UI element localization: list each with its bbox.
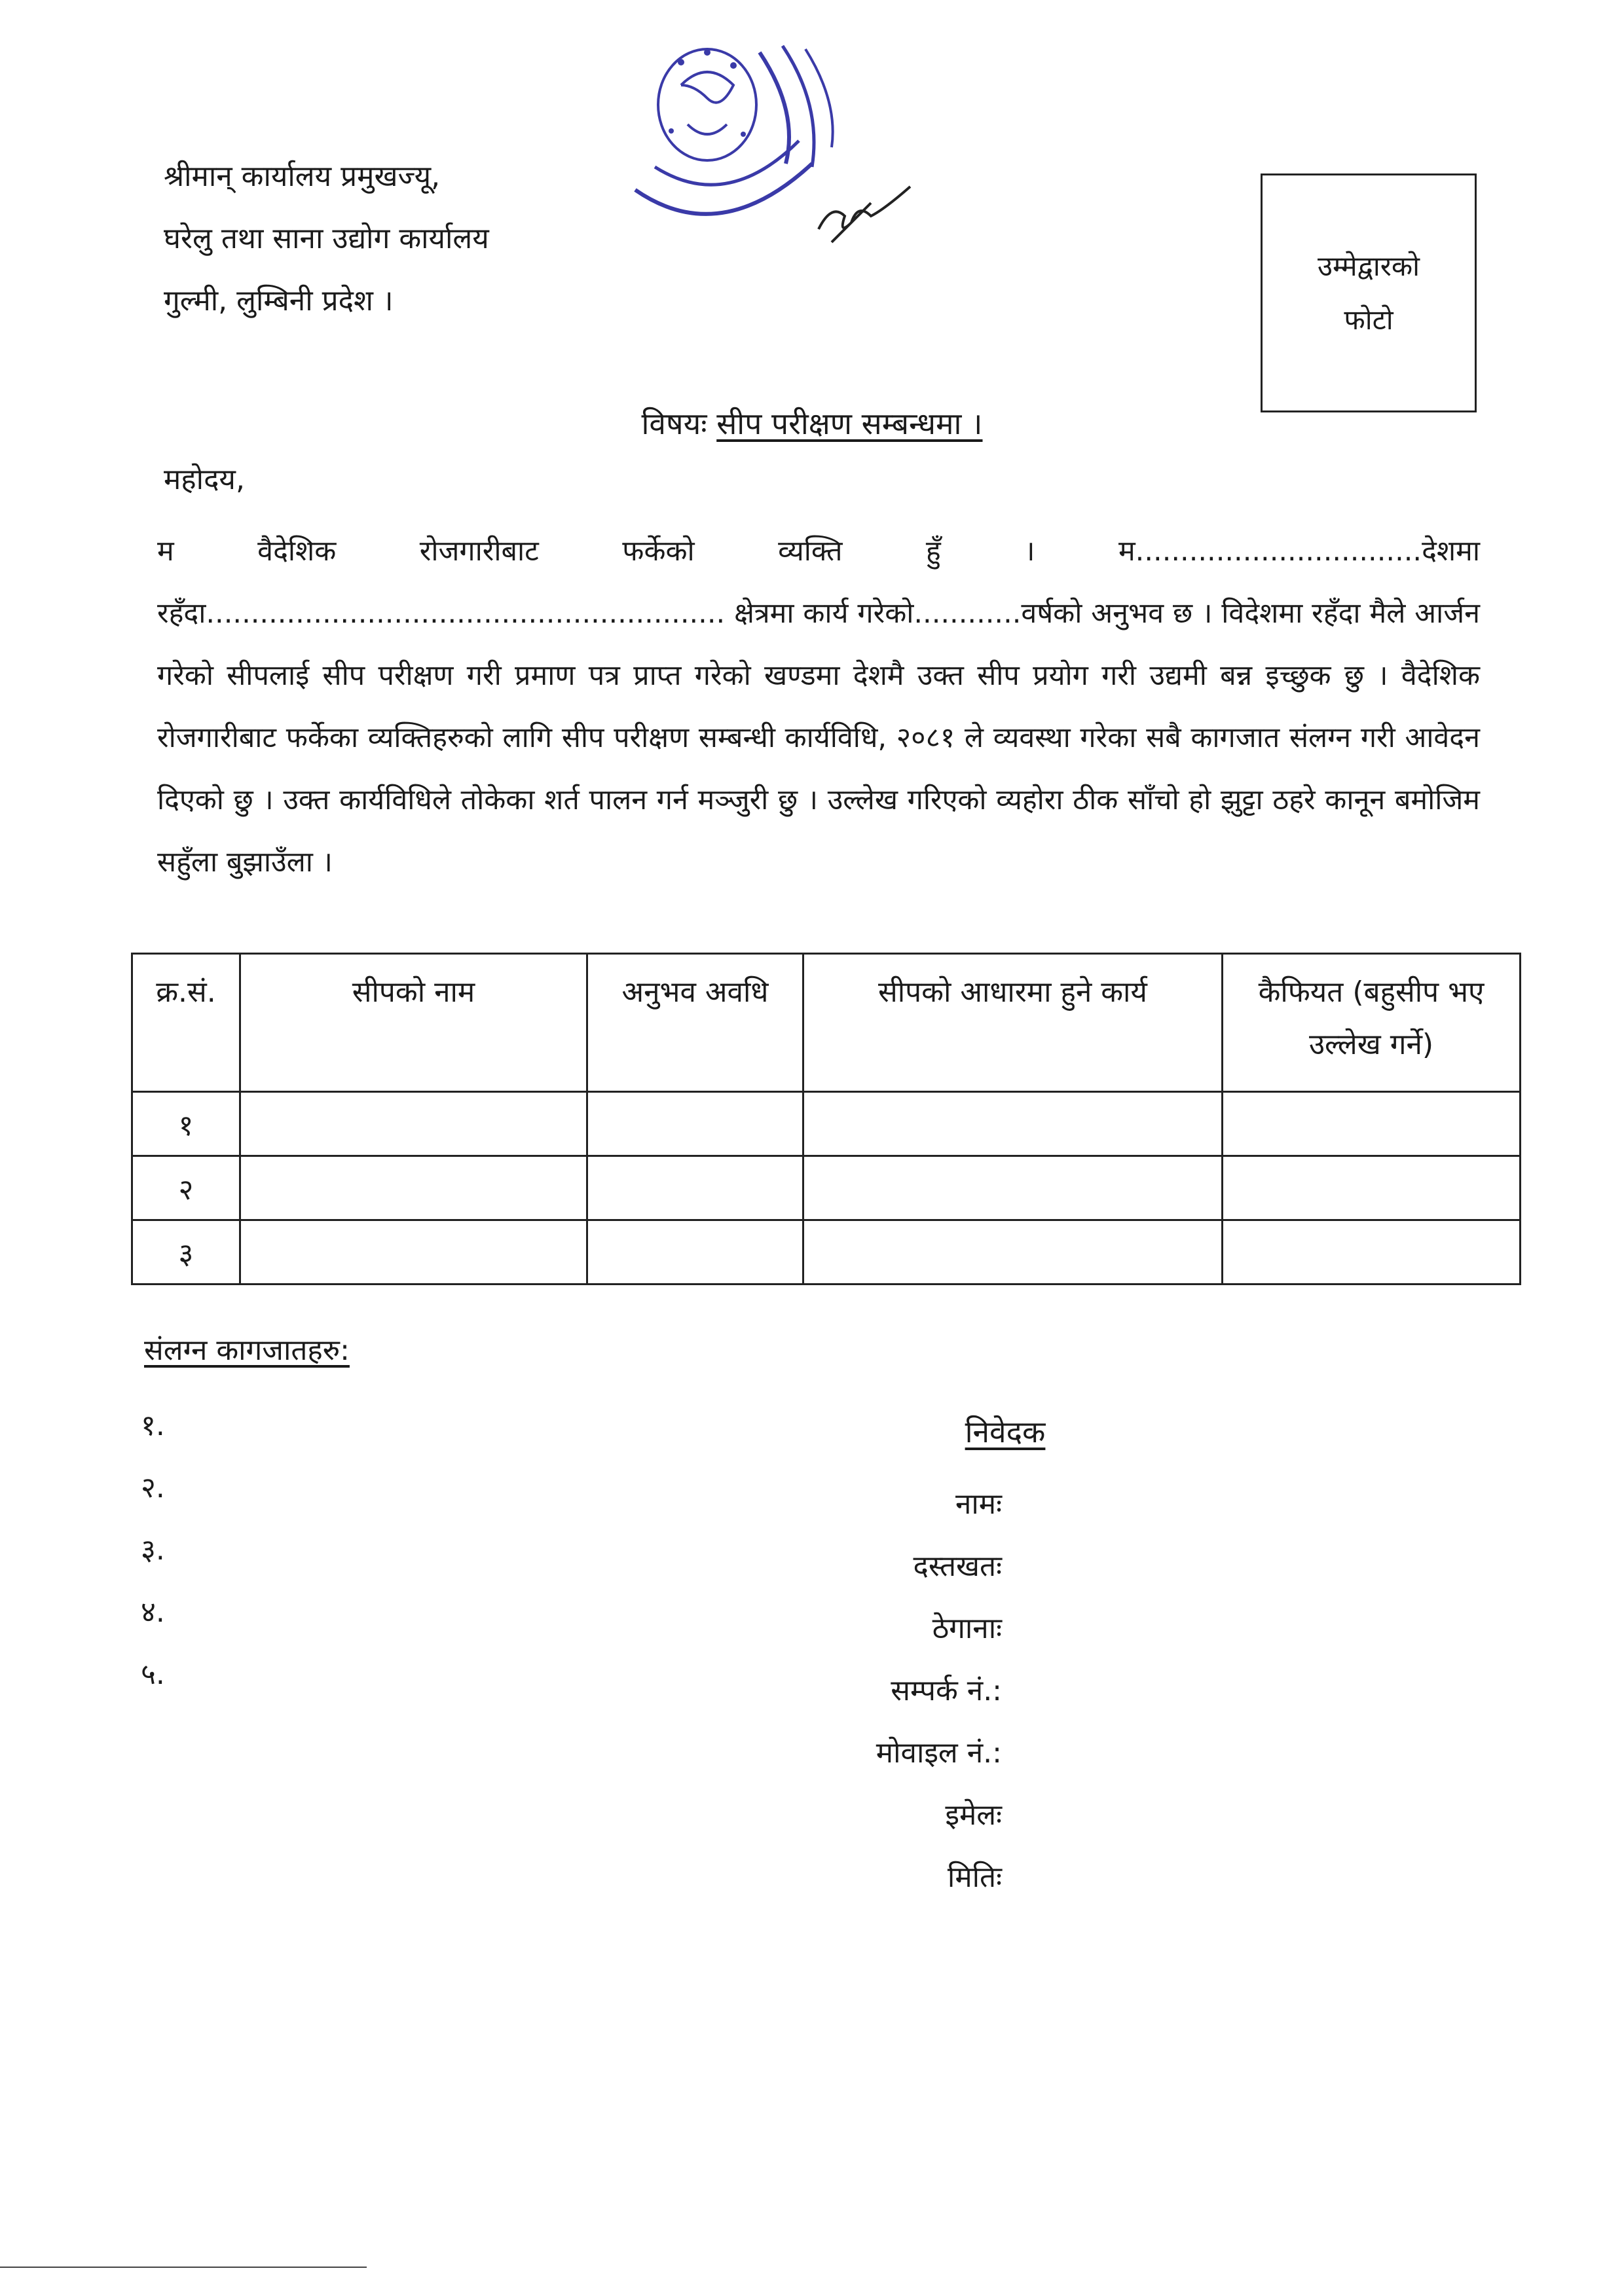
skills-table (131, 953, 1521, 1285)
cell-experience[interactable] (587, 1092, 803, 1156)
header-skill-name: सीपको नाम (240, 954, 587, 1092)
field-contact-label: सम्पर्क नं.: (891, 1674, 1002, 1707)
field-email-label: इमेलः (945, 1798, 1002, 1832)
signature-scribble (819, 187, 910, 242)
field-address-label: ठेगानाः (932, 1612, 1002, 1645)
cell-work[interactable] (803, 1092, 1223, 1156)
application-body: म वैदेशिक रोजगारीबाट फर्केको व्यक्ति हुँ । म................................देशमा रहँदा.......................................................... क्षेत्रमा कार्य गरेको............वर्षको अनुभव छ । विदेशमा रहँदा मैले आर्जन गरेको सीपलाई सीप परीक्षण गरी प्रमाण पत्र प्राप्त गरेको खण्डमा देशमै उक्त सीप प्रयोग गरी उद्यमी बन्न इच्छुक छु । वैदेशिक रोजगारीबाट फर्केका व्यक्तिहरुको लागि सीप परीक्षण सम्बन्धी कार्यविधि, २०८१ ले व्यवस्था गरेका सबै कागजात संलग्न गरी आवेदन दिएको छु । उक्त कार्यविधिले तोकेका शर्त पालन गर्न मञ्जुरी छु । उल्लेख गरिएको व्यहोरा ठीक साँचो हो झुट्टा ठहरे कानून बमोजिम सहुँला बुझाउँला । (157, 535, 1480, 879)
table-row (132, 1092, 1521, 1156)
cell-remarks[interactable] (1223, 1156, 1521, 1220)
footer-rule (0, 2267, 367, 2268)
cell-work[interactable] (803, 1156, 1223, 1220)
applicant-title: निवेदक (965, 1414, 1046, 1449)
candidate-photo-box (1261, 173, 1477, 412)
field-name-label: नामः (955, 1487, 1002, 1521)
table-row (132, 1156, 1521, 1220)
field-mobile-label: मोवाइल नं.: (876, 1736, 1002, 1770)
cell-experience[interactable] (587, 1156, 803, 1220)
addressee-line-2: घरेलु तथा साना उद्योग कार्यालय (164, 222, 489, 255)
cell-skill-name[interactable] (240, 1092, 587, 1156)
applicant-fields (720, 1473, 1002, 1908)
header-experience-duration: अनुभव अवधि (587, 954, 803, 1092)
field-signature-label: दस्तखतः (913, 1550, 1002, 1583)
addressee-line-1: श्रीमान् कार्यालय प्रमुखज्यू, (164, 160, 441, 193)
cell-remarks[interactable] (1223, 1220, 1521, 1285)
addressee-line-3: गुल्मी, लुम्बिनी प्रदेश । (164, 284, 394, 318)
header-serial: क्र.सं. (132, 954, 240, 1092)
cell-remarks[interactable] (1223, 1092, 1521, 1156)
row-serial: २ (132, 1156, 240, 1220)
cell-skill-name[interactable] (240, 1156, 587, 1220)
photo-box-label-1: उम्मेद्वारको (1317, 249, 1420, 282)
attachment-item: ५. (141, 1658, 165, 1691)
attachments-list (141, 1394, 165, 1705)
photo-box-label-2: फोटो (1344, 303, 1393, 336)
header-remarks: कैफियत (बहुसीप भए उल्लेख गर्ने) (1223, 954, 1521, 1092)
cell-skill-name[interactable] (240, 1220, 587, 1285)
row-serial: १ (132, 1092, 240, 1156)
seal-emblem-ring (658, 49, 756, 160)
cell-experience[interactable] (587, 1220, 803, 1285)
field-date-label: मितिः (947, 1861, 1002, 1894)
attachment-item: ४. (141, 1595, 165, 1629)
salutation: महोदय, (164, 463, 245, 496)
header-skill-based-work: सीपको आधारमा हुने कार्य (803, 954, 1223, 1092)
seal-emblem-figure (681, 72, 733, 103)
subject-label: विषयः (641, 406, 707, 441)
attachment-item: ३. (141, 1533, 165, 1567)
subject-line (0, 403, 1624, 443)
table-row (132, 1220, 1521, 1285)
row-serial: ३ (132, 1220, 240, 1285)
cell-work[interactable] (803, 1220, 1223, 1285)
attachment-item: २. (141, 1471, 165, 1504)
attachments-title: संलग्न कागजातहरु: (144, 1334, 350, 1367)
table-header-row (132, 954, 1521, 1092)
subject-text: सीप परीक्षण सम्बन्धमा । (716, 406, 983, 441)
attachment-item: १. (141, 1409, 165, 1442)
office-seal-stamp (609, 26, 917, 262)
